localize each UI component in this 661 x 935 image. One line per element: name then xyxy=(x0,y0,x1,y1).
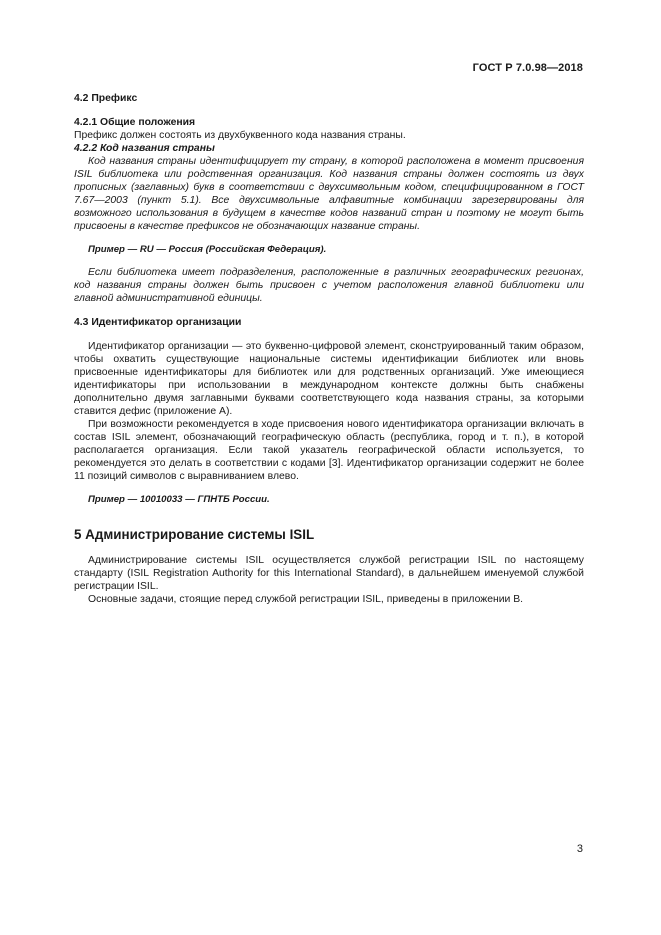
section-5-paragraph-1: Администрирование системы ISIL осуществляется службой регистрации ISIL по настоящему стандарту (ISIL Registration Authority for this International Standard), в дальнейшем именуемой службой регистрации ISIL. xyxy=(74,555,584,592)
section-4-3-title: 4.3 Идентификатор организации xyxy=(74,317,242,328)
page-content xyxy=(74,92,584,606)
section-4-2-title: 4.2 Префикс xyxy=(74,93,138,104)
section-4-3-paragraph-1: Идентификатор организации — это буквенно-цифровой элемент, сконструированный таким образом, чтобы охватить существующие национальные системы идентификации библиотек или вновь присвоенные идентификаторы для библиотек или для родственных организаций. Уже имеющиеся идентификаторы при использовании в международном контексте должны быть снабжены дополнительно двумя заглавными буквами соответствующего кода названия страны, за которыми ставится дефис (приложение А). xyxy=(74,341,584,417)
section-4-2-example: Пример — RU — Россия (Российская Федерация). xyxy=(88,244,327,255)
section-4-2-note: Если библиотека имеет подразделения, расположенные в различных географических регионах, код названия страны должен быть присвоен с учетом расположения главной библиотеки или главной административной единицы. xyxy=(74,267,584,304)
section-4-2-1-title: 4.2.1 Общие положения xyxy=(74,117,196,128)
document-id-header: ГОСТ Р 7.0.98—2018 xyxy=(472,62,583,74)
section-5-title: 5 Администрирование системы ISIL xyxy=(74,527,315,542)
section-4-3-example: Пример — 10010033 — ГПНТБ России. xyxy=(88,494,270,505)
section-5-paragraph-2: Основные задачи, стоящие перед службой регистрации ISIL, приведены в приложении В. xyxy=(88,594,524,605)
section-4-2-1-text: Префикс должен состоять из двухбуквенного кода названия страны. xyxy=(74,130,406,141)
section-4-2-2-title: 4.2.2 Код названия страны xyxy=(74,143,215,154)
section-4-2-2-paragraph: Код названия страны идентифицирует ту страну, в которой расположена в момент присвоения ISIL библиотека или родственная организация. Код названия страны должен состоять из двух прописных (заглавных) букв в соответствии с двухсимвольным кодом, специфицированном в ГОСТ 7.67—2003 (пункт 5.1). Все двухсимвольные алфавитные комбинации зарезервированы для возможного использования в будущем в качестве кодов названий стран и поэтому не могут быть присвоены в качестве префиксов не обозначающих название страны. xyxy=(74,156,584,232)
page-number: 3 xyxy=(576,843,583,855)
section-4-3-paragraph-2: При возможности рекомендуется в ходе присвоения нового идентификатора организации включать в состав ISIL элемент, обозначающий географическую область (республика, город и т. п.), в которой располагается организация. Если такой указатель географической области используется, то рекомендуется это делать в соответствии с кодами [3]. Идентификатор организации содержит не более 11 позиций символов с выравниванием влево. xyxy=(74,419,584,482)
